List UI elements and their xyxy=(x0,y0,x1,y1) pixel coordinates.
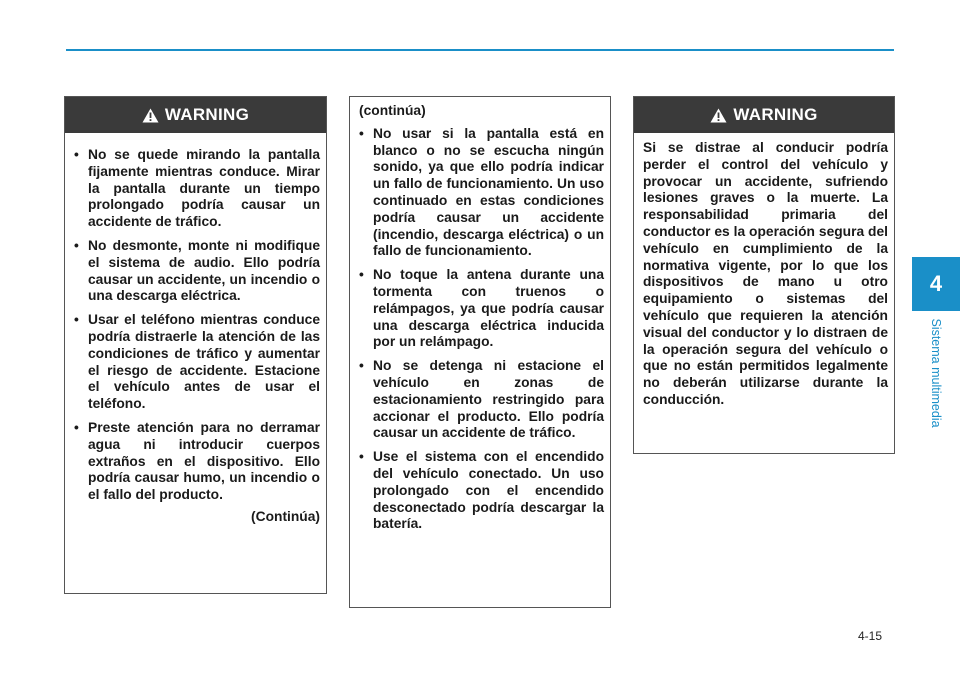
page-number: 4-15 xyxy=(858,629,883,643)
warning-list xyxy=(359,126,604,533)
list-item: • Usar el teléfono mientras conduce podría distraerle la atención de las condiciones de tráfico y aumentar el riesgo de accidente. Estacione el vehículo antes de usar el teléfono. xyxy=(74,312,320,412)
warning-box-right xyxy=(633,96,895,454)
warning-header-label: WARNING xyxy=(733,105,818,124)
top-rule xyxy=(66,49,894,51)
continued-from-note: (continúa) xyxy=(359,103,426,118)
list-item: • No usar si la pantalla está en blanco o no se escucha ningún sonido, ya que ello podría indicar un fallo de funcionamiento. Un uso continuado en estas condiciones podría causar un accidente (incendio, descarga eléctrica) o un fallo de funcionamiento. xyxy=(359,125,604,259)
list-item: • No toque la antena durante una tormenta con truenos o relámpagos, ya que podría causar una descarga eléctrica inducida por un relámpago. xyxy=(359,267,604,350)
warning-header-label: WARNING xyxy=(164,105,250,124)
chapter-number-tab: 4 xyxy=(912,257,960,311)
list-item: • No desmonte, monte ni modifique el sistema de audio. Ello podría causar un accidente, un incendio o una descarga eléctrica. xyxy=(74,237,320,304)
chapter-title: Sistema multimedia xyxy=(929,318,943,428)
list-item: • No se detenga ni estacione el vehículo en zonas de estacionamiento restringido para accionar el producto. Ello podría causar un accidente de tráfico. xyxy=(359,358,604,441)
warning-triangle-icon xyxy=(710,108,727,123)
list-item: • Use el sistema con el encendido del vehículo conectado. Un uso prolongado con el encendido desconectado podría descargar la batería. xyxy=(359,449,604,532)
continued-note: (Continúa) xyxy=(251,508,320,524)
warning-header xyxy=(65,97,326,133)
list-item: • Preste atención para no derramar agua ni introducir cuerpos extraños en el dispositivo. Ello podría causar humo, un incendio o el fallo del producto. xyxy=(74,419,320,503)
warning-list xyxy=(74,147,320,504)
warning-header xyxy=(634,97,894,133)
list-item: • No se quede mirando la pantalla fijamente mientras conduce. Mirar la pantalla durante un tiempo prolongado podría causar un accidente de tráfico. xyxy=(74,147,320,230)
warning-box-middle xyxy=(349,96,611,608)
warning-box-left xyxy=(64,96,327,594)
warning-paragraph: Si se distrae al conducir podría perder el control del vehículo y provocar un accidente, sufriendo lesiones graves o la muerte. La responsabilidad primaria del conductor es la operación segura del vehículo en cumplimiento de la normativa vigente, por lo que los dispositivos de mano u otro equipamiento o sistemas del vehículo que requieren la atención visual del conductor y lo distraen de la operación segura del vehículo o que no están permitidos legalmente no deberán utilizarse durante la conducción. xyxy=(643,140,888,407)
warning-triangle-icon xyxy=(142,108,159,123)
